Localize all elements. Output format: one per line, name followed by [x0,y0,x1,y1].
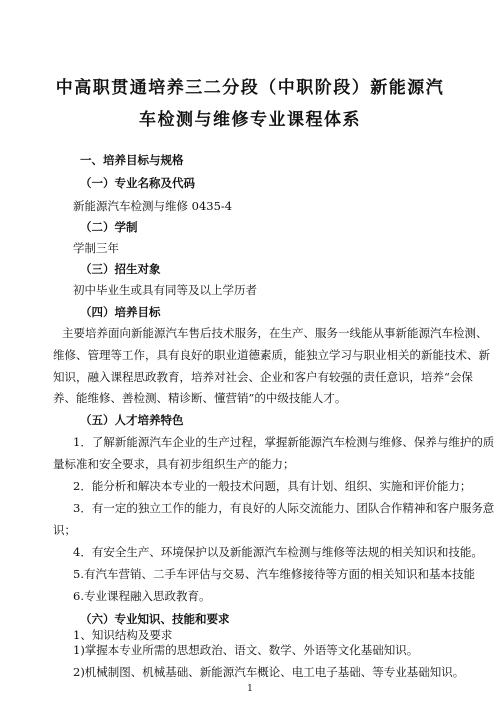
subsection-heading: （四）培养目标 [80,305,161,319]
list-item: 5.有汽车营销、二手车评估与交易、汽车维修接待等方面的相关知识和基本技能 [73,567,475,581]
body-text: 1、知识结构及要求 [73,628,173,642]
list-item: 3．有一定的独立工作的能力，有良好的人际交流能力、团队合作精神和客户服务意 [73,501,495,515]
list-item: 6.专业课程融入思政教育。 [73,589,211,603]
document-title-line-1: 中高职贯通培养三二分段（中职阶段）新能源汽 [55,78,445,98]
body-text: 知识，融入课程思政教育，培养对社会、企业和客户有较强的责任意识，培养“会保 [53,370,473,384]
list-item: 1．了解新能源汽车企业的生产过程，掌握新能源汽车检测与维修、保养与维护的质 [73,435,495,449]
body-text: 主要培养面向新能源汽车售后技术服务，在生产、服务一线能从事新能源汽车检测、 [62,326,488,340]
section-heading: 一、培养目标与规格 [80,153,184,167]
body-text: 维修、管理等工作，具有良好的职业道德素质，能独立学习与职业相关的新能技术、新 [53,348,490,362]
list-item-continuation: 量标准和安全要求，具有初步组织生产的能力； [53,457,295,471]
body-text: 1)掌握本专业所需的思想政治、语文、数学、外语等文化基础知识。 [73,643,419,657]
body-text: 初中毕业生或具有同等及以上学历者 [73,283,257,297]
body-text: 学制三年 [73,241,119,255]
list-item-continuation: 识； [53,523,76,537]
page-number: 1 [247,684,253,694]
subsection-heading: （一）专业名称及代码 [80,176,195,190]
list-item: 4．有安全生产、环境保护以及新能源汽车检测与维修等法规的相关知识和技能。 [73,545,483,559]
body-text: 新能源汽车检测与维修 0435-4 [73,199,233,213]
subsection-heading: （五）人才培养特色 [80,413,184,427]
list-item: 2．能分析和解决本专业的一般技术问题，具有计划、组织、实施和评价能力； [73,479,472,493]
body-text: 2)机械制图、机械基础、新能源汽车概论、电工电子基础、等专业基础知识。 [73,665,465,679]
subsection-heading: （六）专业知识、技能和要求 [80,612,230,626]
body-text: 养、能维修、善检测、精诊断、懂营销”的中级技能人才。 [53,391,347,405]
subsection-heading: （三）招生对象 [80,262,161,276]
subsection-heading: （二）学制 [80,220,138,234]
document-title-line-2: 车检测与维修专业课程体系 [139,110,361,130]
